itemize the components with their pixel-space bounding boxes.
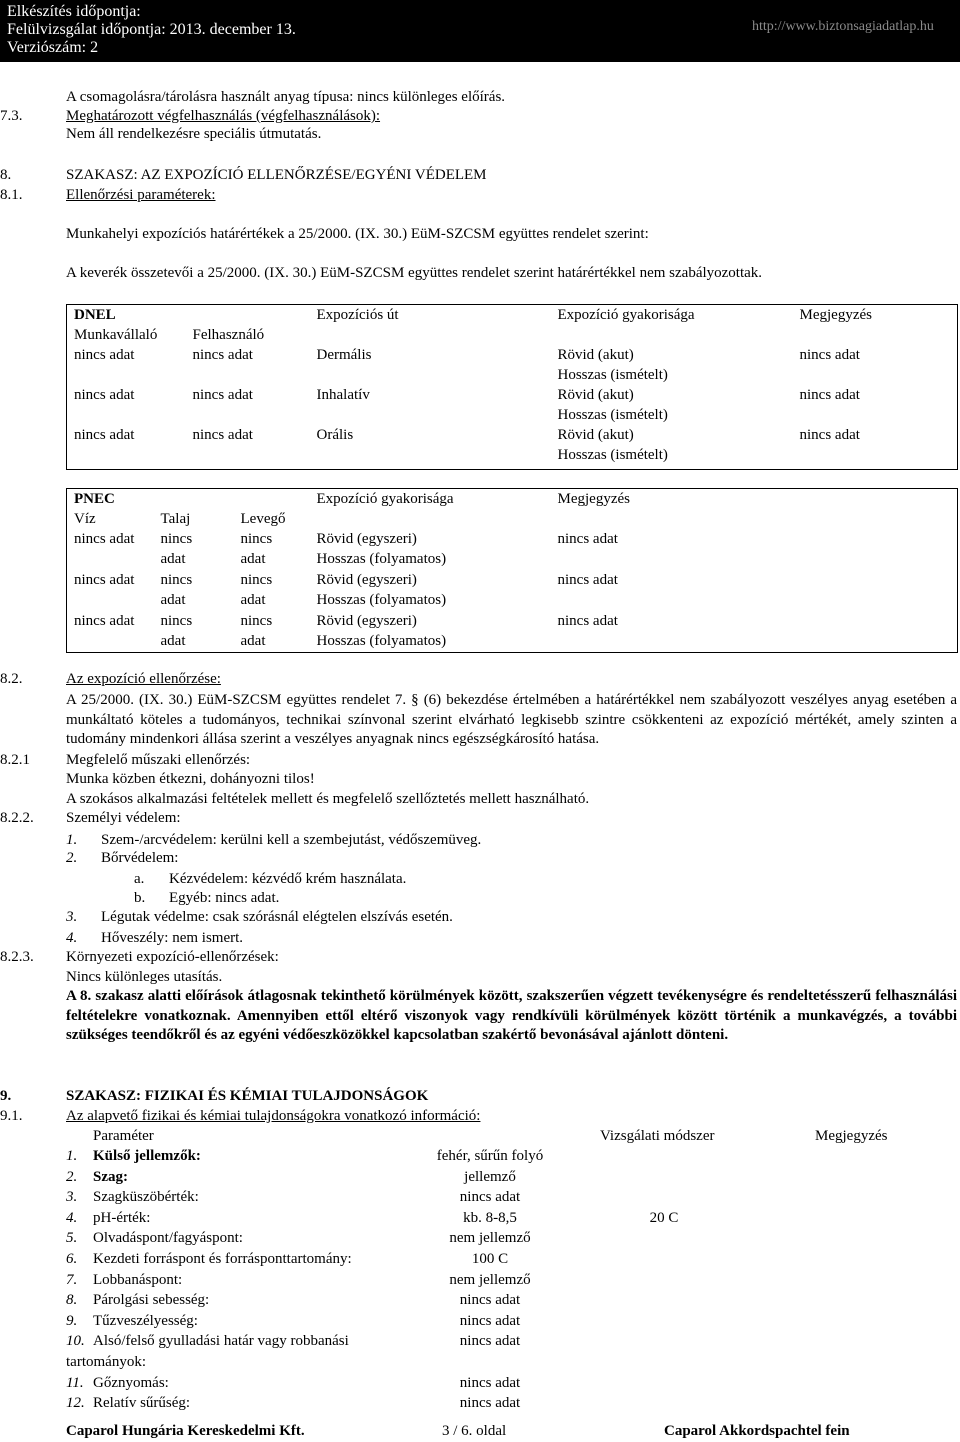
eye-protection-item: Szem-/arcvédelem: kerülni kell a szembejutást, védőszemüveg. (101, 832, 482, 848)
property-label: Tűzveszélyesség: (93, 1312, 198, 1329)
property-value: nincs adat (459, 1189, 521, 1206)
route-cell: Inhalatív (316, 387, 370, 403)
section-8-2-number: 8.2. (0, 671, 23, 687)
parameter-header: Paraméter (93, 1128, 154, 1144)
property-number: 7. (66, 1271, 78, 1288)
list-item-letter: b. (134, 890, 146, 906)
remark-cell: nincs adat (557, 531, 618, 547)
property-value: kb. 8-8,5 (463, 1209, 517, 1226)
section-9-1-title: Az alapvető fizikai és kémiai tulajdonságokra vonatkozó információ: (66, 1108, 481, 1124)
property-label: Alsó/felső gyulladási határ vagy robbanási tartományok: (66, 1333, 349, 1370)
property-value: nincs adat (459, 1333, 521, 1350)
air-value: nincs adat (240, 531, 273, 567)
section-8-1-title: Ellenőrzési paraméterek: (66, 187, 216, 203)
section-8-disclaimer: A 8. szakasz alatti előírások átlagosnak tekinthető körülmények között, szakszerűen végzett tevékenységre és rendeltetésszerű felhasználási feltételekre vonatkoznak. Amennyiben ettől eltérő viszonyok vagy rendkívüli körülmények között történik a munkavégzés, a további szükséges teendőkről és az egyéni védőeszközökkel kapcsolatban szakértő bevonásával ajánlott dönteni. (66, 988, 957, 1044)
property-label: Kezdeti forráspont és forrásponttartomány: (93, 1250, 352, 1267)
frequency-long: Hosszas (folyamatos) (316, 633, 447, 649)
remark-cell: nincs adat (557, 613, 618, 629)
list-item (66, 1290, 957, 1311)
frequency-cell (310, 529, 551, 570)
worker-header: Munkavállaló (74, 327, 158, 343)
frequency-cell (551, 385, 793, 425)
list-item (66, 1187, 957, 1208)
table-row (67, 529, 958, 570)
remark-cell: nincs adat (799, 387, 860, 403)
list-item (66, 1249, 957, 1270)
pnec-header: PNEC (74, 491, 115, 507)
prepared-date-label: Elkészítés időpontja: (7, 3, 141, 20)
list-item (66, 1167, 957, 1188)
soil-cell (154, 570, 234, 611)
test-method-header: Vizsgálati módszer (600, 1128, 715, 1144)
frequency-long: Hosszas (ismételt) (557, 447, 668, 463)
section-7-3-text: Nem áll rendelkezésre speciális útmutatás. (66, 126, 322, 142)
frequency-short: Rövid (egyszeri) (316, 572, 417, 588)
property-label: Relatív sűrűség: (93, 1395, 191, 1412)
property-number: 5. (66, 1230, 78, 1247)
section-8-2-2-title: Személyi védelem: (66, 810, 181, 826)
frequency-cell (310, 611, 551, 652)
ventilation-note: A szokásos alkalmazási feltételek mellett és megfelelő szellőztetés mellett használható. (66, 791, 590, 807)
soil-value: nincs adat (160, 613, 193, 649)
remark-cell: nincs adat (799, 347, 860, 363)
air-cell (234, 570, 310, 611)
water-cell: nincs adat (74, 613, 135, 629)
workplace-limits-text: Munkahelyi expozíciós határértékek a 25/2000. (IX. 30.) EüM-SZCSM együttes rendelet szerint: (66, 226, 649, 242)
water-cell: nincs adat (74, 572, 135, 588)
exposure-control-paragraph: A 25/2000. (IX. 30.) EüM-SZCSM együttes rendelet 7. § (6) bekezdése értelmében a határértékkel nem szabályozott veszélyes anyag esetében a munkáltató köteles a tudományos, technikai színvonal szerint elvárható legkisebb szintre csökkenteni az expozíció mértékét, amely szinten a tudomány mindenkori állása szerint a veszélyes anyagnak nincs egészségkárosító hatása. (66, 692, 957, 748)
consumer-cell: nincs adat (192, 387, 253, 403)
frequency-cell (551, 425, 793, 469)
section-7-3-number: 7.3. (0, 108, 23, 124)
property-number: 9. (66, 1312, 78, 1329)
property-label: Olvadáspont/fagyáspont: (93, 1230, 243, 1247)
property-number: 1. (66, 1148, 78, 1164)
air-value: nincs adat (240, 572, 273, 608)
property-number: 2. (66, 1168, 78, 1185)
section-8-number: 8. (0, 167, 12, 183)
frequency-long: Hosszas (folyamatos) (316, 592, 447, 608)
version-number: Verziószám: 2 (7, 39, 99, 56)
other-protection-item: Egyéb: nincs adat. (169, 890, 280, 906)
property-number: 6. (66, 1250, 78, 1267)
footer-company: Caparol Hungária Kereskedelmi Kft. (66, 1423, 305, 1439)
property-value: nincs adat (459, 1374, 521, 1391)
thermal-hazard-item: Hőveszély: nem ismert. (101, 930, 244, 946)
property-number: 11. (66, 1374, 84, 1391)
property-label: Lobbanáspont: (93, 1271, 183, 1288)
exposure-frequency-header: Expozíció gyakorisága (316, 491, 454, 507)
property-value: fehér, sűrűn folyó (436, 1148, 544, 1164)
property-number: 10. (66, 1333, 85, 1350)
section-8-2-3-title: Környezeti expozíció-ellenőrzések: (66, 949, 279, 965)
property-number: 3. (66, 1189, 78, 1206)
list-item (66, 1393, 957, 1414)
list-item (66, 1311, 957, 1332)
list-item-number: 4. (66, 930, 78, 946)
list-item-number: 2. (66, 850, 78, 866)
air-value: nincs adat (240, 613, 273, 649)
frequency-cell (310, 570, 551, 611)
remark-cell: nincs adat (799, 427, 860, 443)
property-value: nincs adat (459, 1312, 521, 1329)
section-9-1-number: 9.1. (0, 1108, 23, 1124)
no-eating-rule: Munka közben étkezni, dohányozni tilos! (66, 771, 315, 787)
remark-header: Megjegyzés (815, 1128, 888, 1144)
property-method: 20 C (649, 1209, 679, 1226)
frequency-long: Hosszas (ismételt) (557, 367, 668, 383)
property-label: Szagküszöbérték: (93, 1189, 199, 1206)
list-item-letter: a. (134, 871, 145, 887)
section-8-2-title: Az expozíció ellenőrzése: (66, 671, 221, 687)
section-9-number: 9. (0, 1088, 12, 1104)
table-row (67, 570, 958, 611)
frequency-short: Rövid (egyszeri) (316, 613, 417, 629)
list-item-number: 3. (66, 909, 78, 925)
packaging-note: A csomagolásra/tárolásra használt anyag típusa: nincs különleges előírás. (66, 89, 506, 105)
property-number: 4. (66, 1209, 78, 1226)
property-value: nincs adat (459, 1292, 521, 1309)
dnel-table (66, 304, 958, 470)
hand-protection-item: Kézvédelem: kézvédő krém használata. (169, 871, 407, 887)
section-8-2-2-number: 8.2.2. (0, 810, 34, 826)
air-cell (234, 611, 310, 652)
table-row (67, 425, 958, 469)
frequency-long: Hosszas (ismételt) (557, 407, 668, 423)
list-item (66, 1208, 957, 1229)
property-label: Gőznyomás: (93, 1374, 169, 1391)
remark-cell: nincs adat (557, 572, 618, 588)
table-row (67, 385, 958, 425)
remark-header: Megjegyzés (557, 491, 630, 507)
section-8-1-number: 8.1. (0, 187, 23, 203)
list-item (66, 1331, 957, 1372)
section-9-title: SZAKASZ: FIZIKAI ÉS KÉMIAI TULAJDONSÁGOK (66, 1088, 429, 1104)
worker-cell: nincs adat (74, 347, 135, 363)
property-value: nem jellemző (449, 1230, 531, 1247)
consumer-cell: nincs adat (192, 347, 253, 363)
frequency-short: Rövid (akut) (557, 347, 634, 363)
frequency-short: Rövid (egyszeri) (316, 531, 417, 547)
list-item (66, 1228, 957, 1249)
exposure-route-header: Expozíciós út (316, 307, 399, 323)
section-8-title: SZAKASZ: AZ EXPOZÍCIÓ ELLENŐRZÉSE/EGYÉNI VÉDELEM (66, 167, 487, 183)
frequency-short: Rövid (akut) (557, 427, 634, 443)
list-item (66, 1146, 957, 1167)
property-value: 100 C (471, 1250, 509, 1267)
water-cell: nincs adat (74, 531, 135, 547)
page-number: 3 / 6. oldal (442, 1423, 507, 1439)
website-url[interactable]: http://www.biztonsagiadatlap.hu (752, 19, 934, 34)
document-header (0, 0, 960, 62)
route-cell: Dermális (316, 347, 372, 363)
revision-date: Felülvizsgálat időpontja: 2013. december 13. (7, 21, 296, 38)
section-8-2-3-number: 8.2.3. (0, 949, 34, 965)
property-number: 8. (66, 1292, 78, 1309)
property-number: 12. (66, 1395, 85, 1412)
soil-cell (154, 529, 234, 570)
environmental-note: Nincs különleges utasítás. (66, 969, 223, 985)
table-row (67, 345, 958, 385)
property-label: Külső jellemzők: (93, 1148, 201, 1164)
frequency-long: Hosszas (folyamatos) (316, 551, 447, 567)
soil-cell (154, 611, 234, 652)
table-row (67, 611, 958, 652)
list-item-number: 1. (66, 832, 78, 848)
consumer-header: Felhasználó (192, 327, 265, 343)
soil-header: Talaj (160, 511, 191, 527)
air-header: Levegő (240, 511, 286, 527)
properties-list (66, 1146, 957, 1414)
consumer-cell: nincs adat (192, 427, 253, 443)
water-header: Víz (74, 511, 96, 527)
frequency-short: Rövid (akut) (557, 387, 634, 403)
property-label: Párolgási sebesség: (93, 1292, 210, 1309)
footer-product: Caparol Akkordspachtel fein (664, 1423, 850, 1439)
frequency-cell (551, 345, 793, 385)
worker-cell: nincs adat (74, 387, 135, 403)
soil-value: nincs adat (160, 531, 193, 567)
property-label: Szag: (93, 1168, 128, 1185)
dnel-header: DNEL (74, 307, 116, 323)
section-7-3-title: Meghatározott végfelhasználás (végfelhasználások): (66, 108, 381, 124)
property-value: nincs adat (459, 1395, 521, 1412)
route-cell: Orális (316, 427, 354, 443)
property-value: nem jellemző (449, 1271, 531, 1288)
worker-cell: nincs adat (74, 427, 135, 443)
pnec-table (66, 488, 958, 653)
list-item (66, 1270, 957, 1291)
components-limits-text: A keverék összetevői a 25/2000. (IX. 30.) EüM-SZCSM együttes rendelet szerint határértékkel nem szabályozottak. (66, 265, 763, 281)
section-8-2-1-number: 8.2.1 (0, 752, 30, 768)
exposure-frequency-header: Expozíció gyakorisága (557, 307, 695, 323)
section-8-2-1-title: Megfelelő műszaki ellenőrzés: (66, 752, 251, 768)
skin-protection-item: Bőrvédelem: (101, 850, 179, 866)
soil-value: nincs adat (160, 572, 193, 608)
property-value: jellemző (464, 1168, 516, 1185)
respiratory-protection-item: Légutak védelme: csak szórásnál elégtelen elszívás esetén. (101, 909, 453, 925)
list-item (66, 1373, 957, 1394)
remark-header: Megjegyzés (799, 307, 872, 323)
air-cell (234, 529, 310, 570)
property-label: pH-érték: (93, 1209, 151, 1226)
